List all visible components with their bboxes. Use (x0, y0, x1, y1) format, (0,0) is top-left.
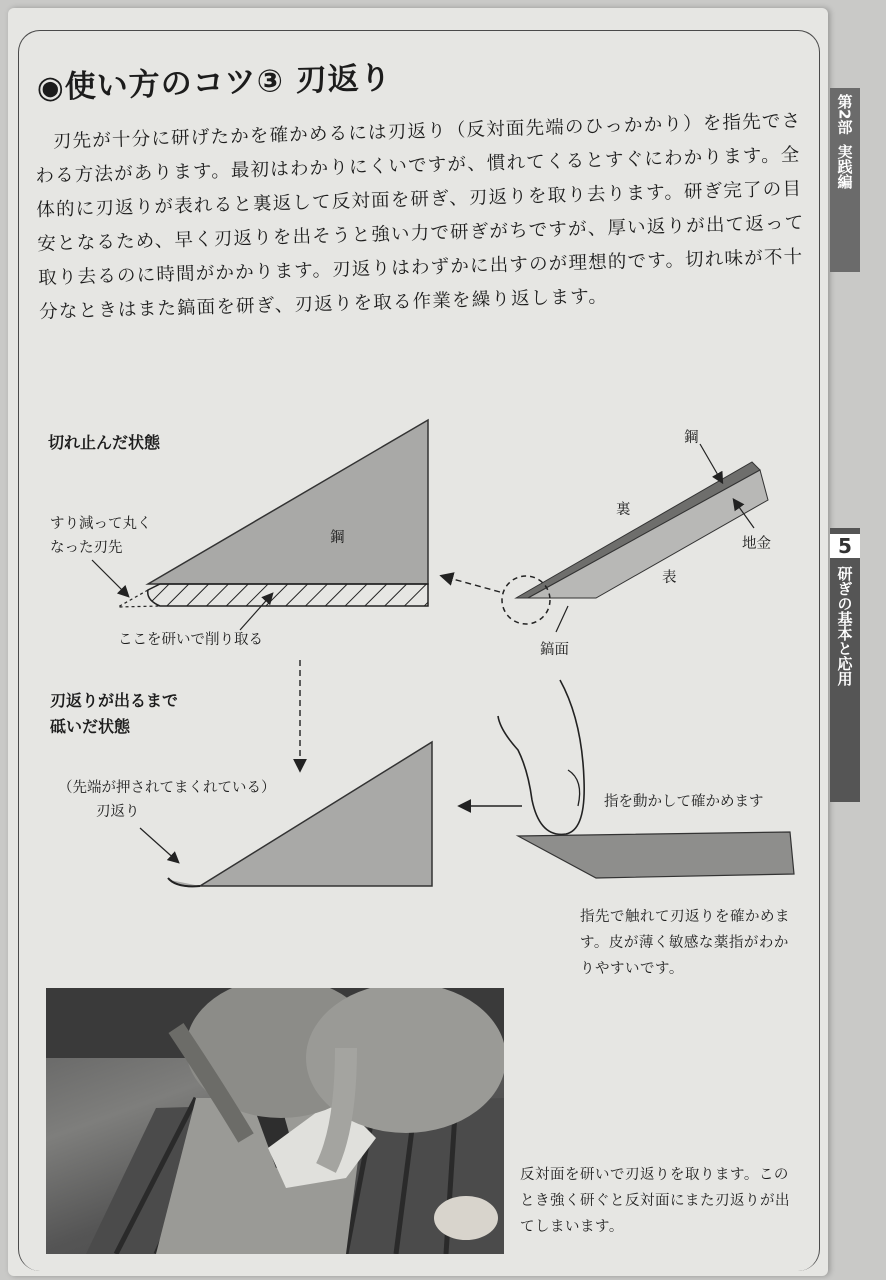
finger-icon (498, 680, 584, 834)
dull-blade-hatch (148, 584, 428, 606)
fingernail (568, 770, 580, 806)
bevel-pointer (556, 606, 568, 632)
section-title: ◉使い方のコツ③ 刃返り (36, 60, 393, 106)
blade-bevel-label: 鎬面 (540, 642, 569, 658)
part-tab-number: 第2部 (835, 94, 854, 135)
dull-blade-steel (148, 420, 428, 584)
remove-label: ここを研いで削り取る (118, 632, 263, 648)
chapter-tab-number: 5 (830, 534, 860, 558)
photo-caption: 反対面を研いで刃返りを取ります。このとき強く研ぐと反対面にまた刃返りが出てしまいます。 (520, 1167, 790, 1235)
finger-blade (518, 832, 794, 878)
magnifier-arrow (442, 576, 500, 592)
finger-caption: 指先で触れて刃返りを確かめます。皮が薄く敏感な薬指がわかりやすいです。 (580, 909, 790, 977)
state1-heading: 切れ止んだ状態 (48, 433, 161, 452)
blade-front-label: 表 (662, 570, 677, 586)
worn-edge-pointer (92, 560, 128, 596)
worn-edge-label-2: なった刃先 (50, 540, 123, 556)
burr-note: （先端が押されてまくれている） (58, 780, 276, 796)
state2-heading-1: 刃返りが出るまで (50, 691, 179, 710)
chapter-tab-title: 研ぎの基本と応用 (835, 566, 854, 686)
blade-section-iron (528, 470, 768, 598)
blade-steel-label: 鋼 (684, 430, 699, 446)
photo-illustration (46, 988, 504, 1254)
part-tab-title: 実践編 (835, 144, 854, 190)
worn-edge-label-1: すり減って丸く (50, 516, 152, 532)
body-paragraph: 刃先が十分に研げたかを確かめるには刃返り（反対面先端のひっかかり）を指先でさわる方法があります。最初はわかりにくいですが、慣れてくるとすぐにわかります。全体的に刃返りが表れると裏返して反対面を研ぎ、刃返りを取り去ります。研ぎ完了の目安となるため、早く刃返りを出そうと強い力で研ぎがちですが、厚い返りが出て返って取り去るのに時間がかかります。刃返りはわずかに出すのが理想的です。切れ味が不十分なときはまた鎬面を研ぎ、刃返りを取る作業を繰り返します。 (35, 110, 805, 323)
finger-label: 指を動かして確かめます (604, 794, 764, 810)
burr-pointer (140, 828, 178, 862)
sharpening-photo (46, 988, 504, 1254)
state2-heading-2: 砥いだ状態 (50, 717, 131, 736)
burr-blade (170, 742, 432, 886)
steel-label: 鋼 (330, 530, 345, 546)
steel-pointer (700, 444, 722, 482)
burr-label: 刃返り (96, 804, 140, 820)
blade-section-steel (516, 462, 760, 598)
blade-back-label: 裏 (616, 502, 631, 518)
blade-iron-label: 地金 (742, 536, 771, 552)
